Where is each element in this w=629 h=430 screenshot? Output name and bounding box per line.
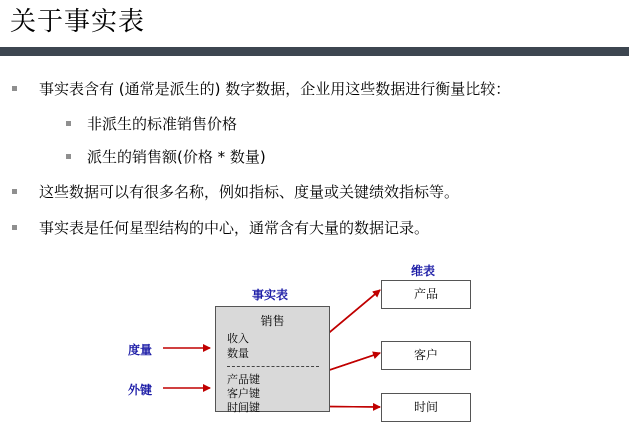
- bullet-marker: [12, 225, 17, 230]
- dimension-box-product: 产品: [381, 280, 471, 309]
- bullet-marker: [66, 121, 71, 126]
- measures-label: 度量: [128, 343, 153, 357]
- star-schema-diagram: [0, 250, 629, 430]
- dimension-box-customer: 客户: [381, 341, 471, 370]
- title-rule: [0, 47, 629, 56]
- bullet-text: 事实表是任何星型结构的中心，通常含有大量的数据记录。: [39, 219, 430, 237]
- fact-field-key: 产品键: [227, 373, 260, 386]
- foreign-keys-label: 外键: [128, 383, 153, 397]
- bullet-text: 事实表含有 (通常是派生的) 数字数据，企业用这些数据进行衡量比较：: [39, 80, 511, 98]
- fact-table-name: 销售: [260, 314, 285, 328]
- fact-field-key: 客户键: [227, 387, 260, 400]
- dimension-box-time: 时间: [381, 393, 471, 422]
- slide-title: 关于事实表: [10, 7, 146, 37]
- bullet-marker: [12, 189, 17, 194]
- fact-field-measure: 收入: [227, 332, 249, 345]
- bullet-text: 这些数据可以有很多名称，例如指标、度量或关键绩效指标等。: [39, 183, 460, 201]
- dimension-table-label: 维表: [411, 264, 436, 278]
- fact-table-box: [215, 306, 330, 412]
- bullet-text: 派生的销售额(价格 * 数量): [87, 148, 266, 166]
- fact-table-label: 事实表: [252, 288, 289, 302]
- fact-table-divider: [227, 366, 319, 367]
- fact-field-key: 时间键: [227, 401, 260, 414]
- bullet-text: 非派生的标准销售价格: [87, 115, 238, 133]
- fact-field-measure: 数量: [227, 347, 249, 360]
- bullet-marker: [12, 86, 17, 91]
- bullet-marker: [66, 154, 71, 159]
